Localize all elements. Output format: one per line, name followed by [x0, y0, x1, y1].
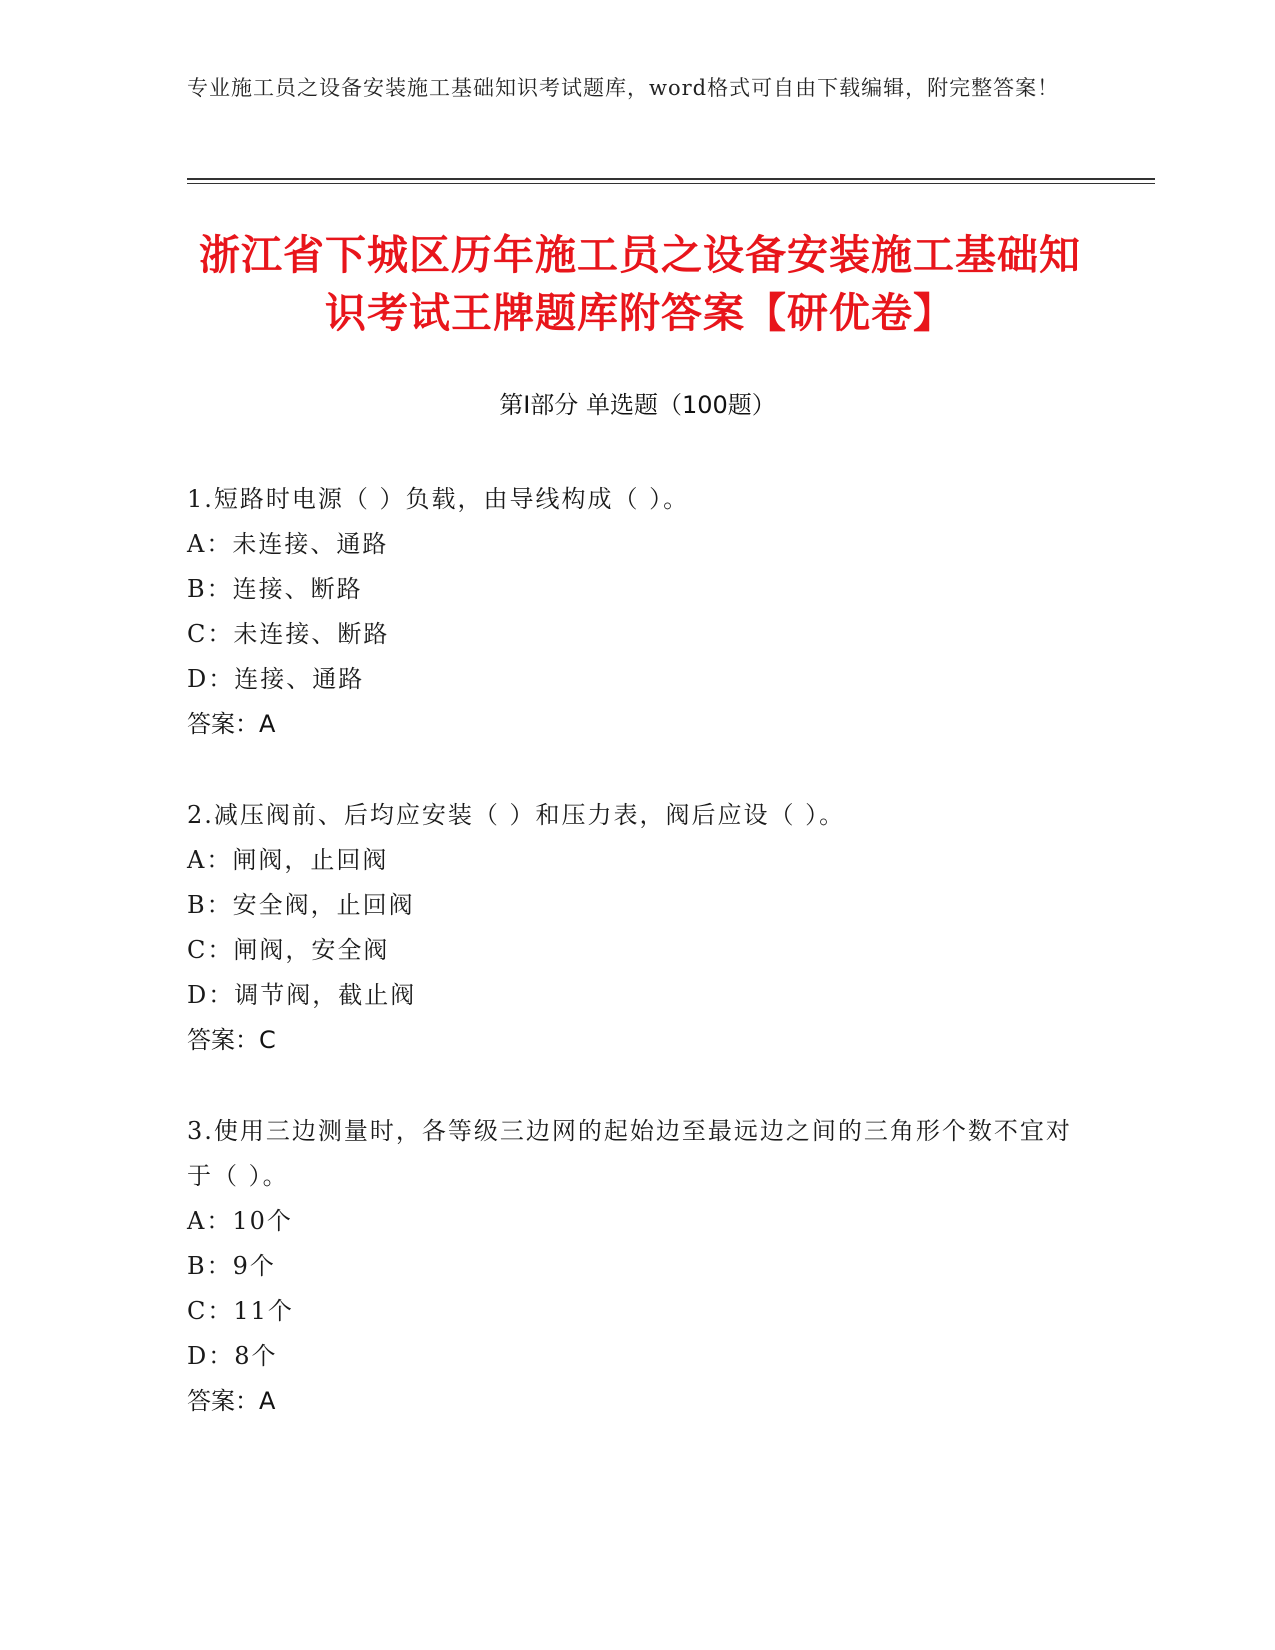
- header-note: 专业施工员之设备安装施工基础知识考试题库，word格式可自由下载编辑，附完整答案！: [187, 76, 1060, 100]
- option-b: B：9个: [187, 1252, 276, 1280]
- answer: 答案：A: [187, 710, 276, 738]
- option-b: B：安全阀，止回阀: [187, 891, 415, 919]
- answer: 答案：C: [187, 1026, 276, 1054]
- question-stem: 2.减压阀前、后均应安装（ ）和压力表，阀后应设（ ）。: [187, 801, 846, 829]
- option-a: A：未连接、通路: [187, 530, 389, 558]
- option-c: C：未连接、断路: [187, 620, 390, 648]
- option-d: D：8个: [187, 1342, 278, 1370]
- section-heading: 第Ⅰ部分 单选题（100题）: [499, 391, 776, 419]
- question-1: [187, 477, 1087, 747]
- question-3: [187, 1109, 1087, 1424]
- option-c: C：闸阀，安全阀: [187, 936, 390, 964]
- header-divider-thin: [187, 183, 1155, 184]
- document-title: 浙江省下城区历年施工员之设备安装施工基础知识考试王牌题库附答案【研优卷】: [199, 231, 1081, 337]
- question-stem: 1.短路时电源（ ）负载，由导线构成（ ）。: [187, 485, 690, 513]
- option-a: A：10个: [187, 1207, 293, 1235]
- option-c: C：11个: [187, 1297, 294, 1325]
- option-d: D：调节阀，截止阀: [187, 981, 417, 1009]
- option-d: D：连接、通路: [187, 665, 365, 693]
- option-b: B：连接、断路: [187, 575, 363, 603]
- question-2: [187, 793, 1087, 1063]
- question-list: [187, 477, 1087, 1470]
- header-divider-thick: [187, 178, 1155, 180]
- option-a: A：闸阀，止回阀: [187, 846, 389, 874]
- answer: 答案：A: [187, 1387, 276, 1415]
- question-stem: 3.使用三边测量时，各等级三边网的起始边至最远边之间的三角形个数不宜对于（ ）。: [187, 1117, 1072, 1190]
